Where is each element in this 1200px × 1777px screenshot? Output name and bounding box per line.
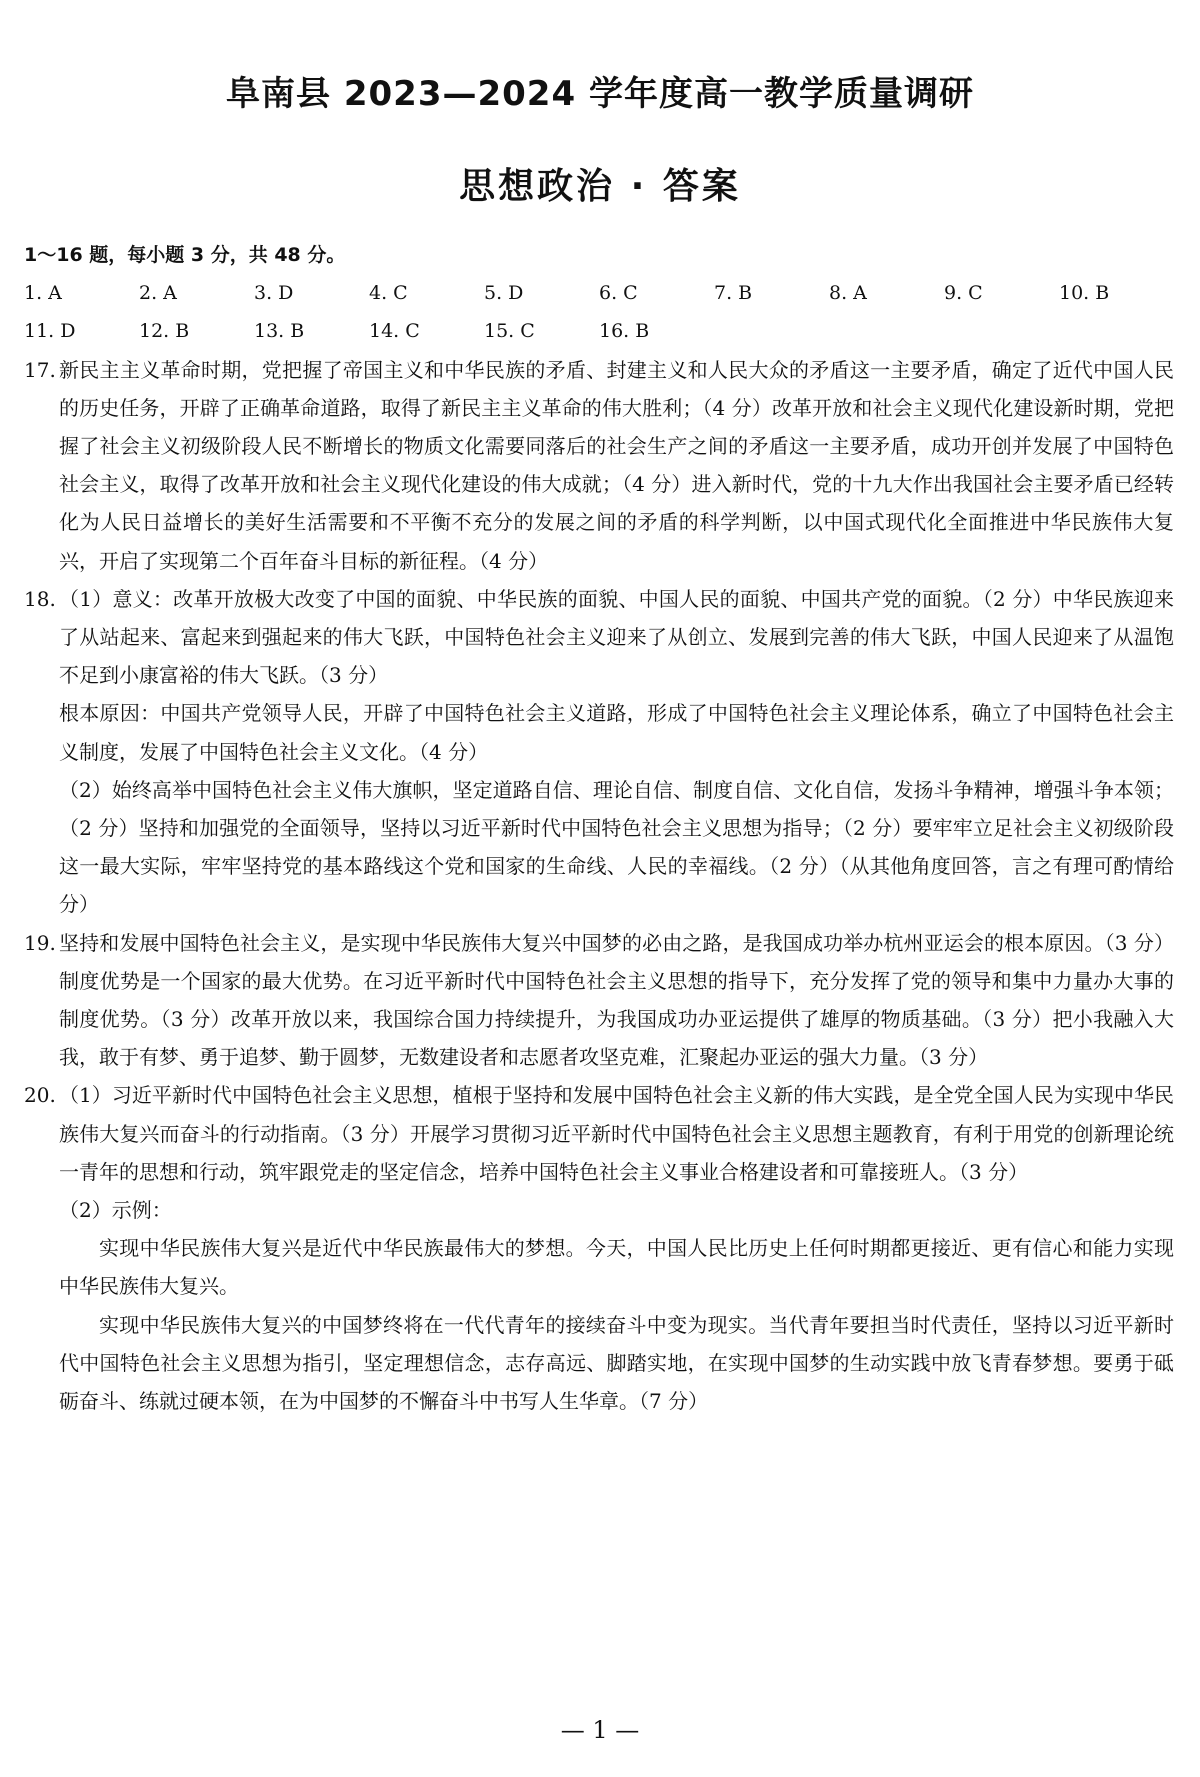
choice-answer: 9. C [944,282,983,305]
choice-answer: 7. B [714,282,753,305]
answer-paragraph: （1）意义：改革开放极大改变了中国的面貌、中华民族的面貌、中国人民的面貌、中国共产党的面貌。（2 分）中华民族迎来了从站起来、富起来到强起来的伟大飞跃，中国特色社会主义迎来了从创立、发展到完善的伟大飞跃，中国人民迎来了从温饱不足到小康富裕的伟大飞跃。（3 分） [59,586,1174,688]
choice-answer-row [24,274,1174,312]
choice-answer: 8. A [829,282,867,305]
choice-answer-row [24,312,1174,350]
choice-instruction: 1～16 题，每小题 3 分，共 48 分。 [24,244,346,266]
question-answer [59,1076,1174,1420]
choice-answer: 1. A [24,282,62,305]
question-answer [59,351,1174,580]
choice-answer: 10. B [1059,282,1110,305]
answer-paragraph: （2）始终高举中国特色社会主义伟大旗帜，坚定道路自信、理论自信、制度自信、文化自信，发扬斗争精神，增强斗争本领；（2 分）坚持和加强党的全面领导，坚持以习近平新时代中国特色社会主义思想为指导；（2 分）要牢牢立足社会主义初级阶段这一最大实际，牢牢坚持党的基本路线这个党和国家的生命线、人民的幸福线。（2 分）（从其他角度回答，言之有理可酌情给分） [59,777,1174,917]
answer-paragraph: 根本原因：中国共产党领导人民，开辟了中国特色社会主义道路，形成了中国特色社会主义理论体系，确立了中国特色社会主义制度，发展了中国特色社会主义文化。（4 分） [59,701,1174,764]
choice-answer: 15. C [484,320,535,343]
answer-paragraph: 新民主主义革命时期，党把握了帝国主义和中华民族的矛盾、封建主义和人民大众的矛盾这一主要矛盾，确定了近代中国人民的历史任务，开辟了正确革命道路，取得了新民主主义革命的伟大胜利；（4 分）改革开放和社会主义现代化建设新时期，党把握了社会主义初级阶段人民不断增长的物质文化需要同落后的社会生产之间的矛盾这一主要矛盾，成功开创并发展了中国特色社会主义，取得了改革开放和社会主义现代化建设的伟大成就；（4 分）进入新时代，党的十九大作出我国社会主要矛盾已经转化为人民日益增长的美好生活需要和不平衡不充分的发展之间的矛盾的科学判断，以中国式现代化全面推进中华民族伟大复兴，开启了实现第二个百年奋斗目标的新征程。（4 分） [59,357,1174,573]
answer-paragraph: 实现中华民族伟大复兴是近代中华民族最伟大的梦想。今天，中国人民比历史上任何时期都更接近、更有信心和能力实现中华民族伟大复兴。 [59,1236,1174,1299]
answer-paragraph: （2）示例： [59,1198,172,1223]
question-19 [24,924,1174,1077]
choice-answer: 12. B [139,320,190,343]
page-number: — 1 — [560,1716,640,1744]
page-subtitle: 思想政治 · 答案 [459,166,741,207]
choice-answer: 4. C [369,282,408,305]
question-20 [24,1076,1174,1420]
choice-answer: 2. A [139,282,177,305]
choice-answer: 16. B [599,320,650,343]
answer-content [24,236,1174,1420]
page-title: 阜南县 2023—2024 学年度高一教学质量调研 [226,74,974,114]
choice-answer: 11. D [24,320,76,343]
question-number: 20. [24,1083,56,1108]
question-number: 19. [24,930,56,955]
choice-answer: 14. C [369,320,420,343]
question-17 [24,351,1174,580]
question-18 [24,580,1174,924]
answer-paragraph: 坚持和发展中国特色社会主义，是实现中华民族伟大复兴中国梦的必由之路，是我国成功举办杭州亚运会的根本原因。（3 分）制度优势是一个国家的最大优势。在习近平新时代中国特色社会主义思想的指导下，充分发挥了党的领导和集中力量办大事的制度优势。（3 分）改革开放以来，我国综合国力持续提升，为我国成功办亚运提供了雄厚的物质基础。（3 分）把小我融入大我，敢于有梦、勇于追梦、勤于圆梦，无数建设者和志愿者攻坚克难，汇聚起办亚运的强大力量。（3 分） [59,930,1174,1070]
question-answer [59,924,1174,1077]
answer-paragraph: （1）习近平新时代中国特色社会主义思想，植根于坚持和发展中国特色社会主义新的伟大实践，是全党全国人民为实现中华民族伟大复兴而奋斗的行动指南。（3 分）开展学习贯彻习近平新时代中国特色社会主义思想主题教育，有利于用党的创新理论统一青年的思想和行动，筑牢跟党走的坚定信念，培养中国特色社会主义事业合格建设者和可靠接班人。（3 分） [59,1083,1174,1184]
choice-answer: 5. D [484,282,524,305]
choice-answer: 3. D [254,282,294,305]
question-answer [59,580,1174,924]
choice-answer: 6. C [599,282,638,305]
question-number: 17. [24,357,56,382]
choice-answer: 13. B [254,320,305,343]
answer-paragraph: 实现中华民族伟大复兴的中国梦终将在一代代青年的接续奋斗中变为现实。当代青年要担当时代责任，坚持以习近平新时代中国特色社会主义思想为指引，坚定理想信念，志存高远、脚踏实地，在实现中国梦的生动实践中放飞青春梦想。要勇于砥砺奋斗、练就过硬本领，在为中国梦的不懈奋斗中书写人生华章。（7 分） [59,1312,1174,1414]
question-number: 18. [24,586,56,611]
